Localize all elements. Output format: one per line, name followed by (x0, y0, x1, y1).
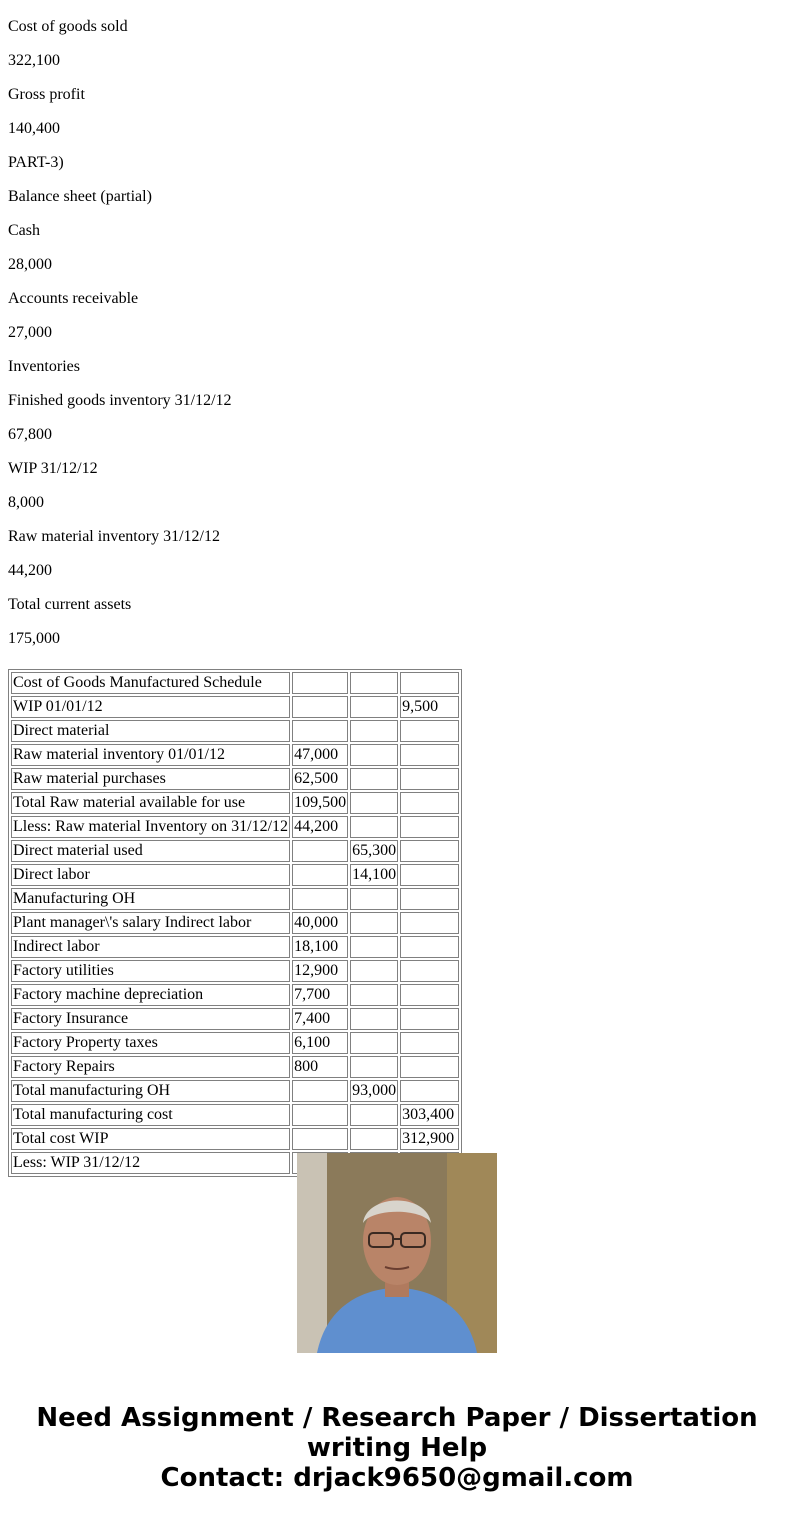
table-cell: Total Raw material available for use (11, 792, 290, 814)
paragraph: 67,800 (8, 426, 52, 443)
paragraph: 44,200 (8, 562, 52, 579)
table-cell (350, 744, 398, 766)
table-cell: Direct labor (11, 864, 290, 886)
paragraph: Total current assets (8, 596, 132, 613)
table-cell: 44,200 (292, 816, 348, 838)
table-cell: 7,400 (292, 1008, 348, 1030)
paragraph: 8,000 (8, 494, 44, 511)
table-cell: Factory machine depreciation (11, 984, 290, 1006)
table-cell (292, 840, 348, 862)
table-cell: Plant manager\'s salary Indirect labor (11, 912, 290, 934)
paragraph: Gross profit (8, 86, 85, 103)
promo-line-1: Need Assignment / Research Paper / Dissertation (36, 1403, 758, 1433)
table-cell: 9,500 (400, 696, 459, 718)
table-cell (400, 984, 459, 1006)
paragraph (8, 0, 232, 2)
table-cell: Total cost WIP (11, 1128, 290, 1150)
table-cell (292, 864, 348, 886)
table-cell (350, 792, 398, 814)
table-cell (292, 1128, 348, 1150)
paragraph: Finished goods inventory 31/12/12 (8, 392, 232, 409)
table-cell (350, 912, 398, 934)
table-row (11, 1128, 459, 1150)
table-cell (350, 1056, 398, 1078)
table-cell (350, 672, 398, 694)
table-row (11, 864, 459, 886)
paragraph: 27,000 (8, 324, 52, 341)
table-cell: 14,100 (350, 864, 398, 886)
table-cell (400, 1080, 459, 1102)
table-cell (292, 888, 348, 910)
promo-banner (0, 1403, 794, 1493)
paragraph: PART-3) (8, 154, 64, 171)
table-cell: Factory utilities (11, 960, 290, 982)
table-cell: 303,400 (400, 1104, 459, 1126)
table-cell: Direct material used (11, 840, 290, 862)
table-cell (350, 816, 398, 838)
promo-line-2: writing Help (306, 1433, 488, 1463)
table-cell (350, 888, 398, 910)
table-cell: 800 (292, 1056, 348, 1078)
table-row (11, 912, 459, 934)
table-cell (350, 984, 398, 1006)
table-row (11, 960, 459, 982)
table-cell (400, 1032, 459, 1054)
table-cell: 7,700 (292, 984, 348, 1006)
table-cell (400, 792, 459, 814)
table-row (11, 1080, 459, 1102)
table-row (11, 984, 459, 1006)
table-cell (400, 1056, 459, 1078)
table-cell (292, 696, 348, 718)
table-cell: Raw material purchases (11, 768, 290, 790)
table-cell (400, 744, 459, 766)
avatar (297, 1153, 497, 1353)
table-cell: 47,000 (292, 744, 348, 766)
table-row (11, 816, 459, 838)
paragraph: Balance sheet (partial) (8, 188, 152, 205)
table-cell (350, 960, 398, 982)
table-cell (400, 1008, 459, 1030)
table-cell: Lless: Raw material Inventory on 31/12/12 (11, 816, 290, 838)
table-cell: Cost of Goods Manufactured Schedule (11, 672, 290, 694)
table-cell: 18,100 (292, 936, 348, 958)
table-cell (400, 864, 459, 886)
table-cell: Indirect labor (11, 936, 290, 958)
table-cell (350, 1128, 398, 1150)
table-cell (400, 936, 459, 958)
table-cell: Factory Property taxes (11, 1032, 290, 1054)
table-cell: Direct material (11, 720, 290, 742)
table-cell (292, 1080, 348, 1102)
table-cell: 65,300 (350, 840, 398, 862)
table-cell (400, 960, 459, 982)
table-cell: Total manufacturing OH (11, 1080, 290, 1102)
table-cell: 62,500 (292, 768, 348, 790)
paragraph: Raw material inventory 31/12/12 (8, 528, 220, 545)
table-cell (400, 672, 459, 694)
table-cell: WIP 01/01/12 (11, 696, 290, 718)
table-cell (400, 888, 459, 910)
cost-of-goods-manufactured-table (8, 669, 462, 1177)
table-cell: Less: WIP 31/12/12 (11, 1152, 290, 1174)
table-cell (350, 720, 398, 742)
paragraph: 140,400 (8, 120, 60, 137)
table-row (11, 1032, 459, 1054)
table-row (11, 1104, 459, 1126)
table-row (11, 720, 459, 742)
table-cell: 312,900 (400, 1128, 459, 1150)
table-cell: 6,100 (292, 1032, 348, 1054)
paragraph: 175,000 (8, 630, 60, 647)
table-row (11, 936, 459, 958)
table-cell (350, 768, 398, 790)
table-cell (350, 696, 398, 718)
table-cell: 109,500 (292, 792, 348, 814)
table-cell: 40,000 (292, 912, 348, 934)
promo-contact: Contact: drjack9650@gmail.com (160, 1463, 634, 1493)
paragraph: 322,100 (8, 52, 60, 69)
table-row (11, 672, 459, 694)
paragraph: Accounts receivable (8, 290, 139, 307)
table-row (11, 840, 459, 862)
table-row (11, 888, 459, 910)
table-cell (400, 768, 459, 790)
table-cell (400, 720, 459, 742)
table-cell (400, 912, 459, 934)
table-row (11, 768, 459, 790)
table-row (11, 1056, 459, 1078)
paragraph: Inventories (8, 358, 80, 375)
person-photo-icon (297, 1153, 497, 1353)
table-cell (400, 840, 459, 862)
paragraph: Cash (8, 222, 40, 239)
table-cell (350, 1104, 398, 1126)
paragraph: 28,000 (8, 256, 52, 273)
table-cell: 93,000 (350, 1080, 398, 1102)
table-row (11, 792, 459, 814)
table-cell: Raw material inventory 01/01/12 (11, 744, 290, 766)
table-cell (292, 672, 348, 694)
table-row (11, 696, 459, 718)
paragraph: Cost of goods sold (8, 18, 128, 35)
table-row (11, 744, 459, 766)
table-row (11, 1008, 459, 1030)
table-cell (292, 720, 348, 742)
paragraph-list (8, 0, 232, 664)
table-cell: Manufacturing OH (11, 888, 290, 910)
table-cell (400, 816, 459, 838)
paragraph: WIP 31/12/12 (8, 460, 98, 477)
table-cell (350, 1008, 398, 1030)
table-cell: Total manufacturing cost (11, 1104, 290, 1126)
table-cell: Factory Repairs (11, 1056, 290, 1078)
table-cell (350, 936, 398, 958)
table-cell: 12,900 (292, 960, 348, 982)
table-cell: Factory Insurance (11, 1008, 290, 1030)
table-cell (350, 1032, 398, 1054)
table-cell (292, 1104, 348, 1126)
